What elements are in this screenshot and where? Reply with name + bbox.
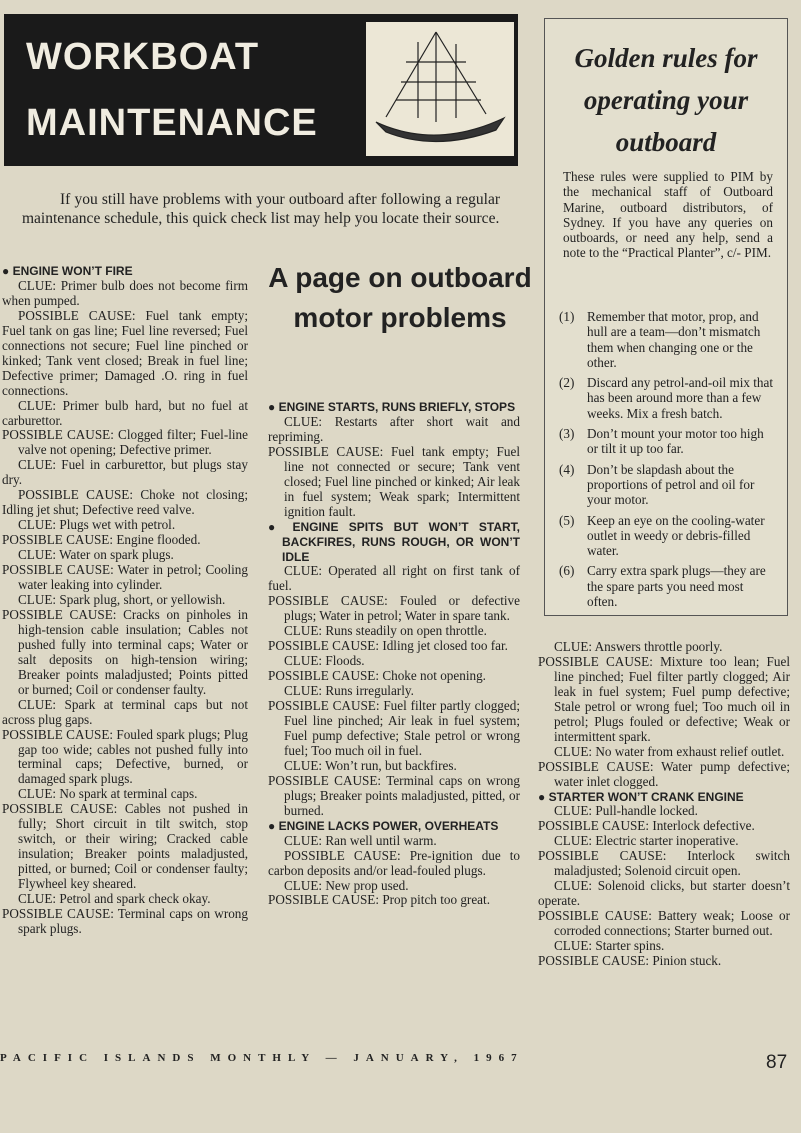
column-3	[538, 640, 790, 969]
rule-item	[559, 462, 775, 508]
paragraph: POSSIBLE CAUSE: Pinion stuck.	[538, 953, 722, 969]
paragraph: CLUE: Plugs wet with petrol.	[18, 517, 176, 533]
paragraph: POSSIBLE CAUSE: Battery weak; Loose or corroded connections; Starter burned out.	[538, 908, 790, 939]
paragraph: CLUE: Spark at terminal caps but not across plug gaps.	[2, 696, 248, 727]
paragraph: POSSIBLE CAUSE: Pre-ignition due to carbon deposits and/or lead-fouled plugs.	[268, 847, 520, 878]
title-line-2: MAINTENANCE	[26, 102, 318, 144]
paragraph: POSSIBLE CAUSE: Terminal caps on wrong spark plugs.	[2, 905, 248, 936]
paragraph: POSSIBLE CAUSE: Prop pitch too great.	[268, 892, 490, 908]
paragraph: CLUE: Fuel in carburettor, but plugs stay dry.	[2, 457, 248, 488]
paragraph: POSSIBLE CAUSE: Idling jet closed too far.	[268, 638, 508, 654]
paragraph: POSSIBLE CAUSE: Cracks on pinholes in high-tension cable insulation; Cables not pushed fully into terminal caps; Water or salt deposits on high-tension wiring; Breaker points maladjusted; Points pitted or burned; Coil or condenser faulty.	[2, 606, 248, 697]
paragraph: CLUE: Starter spins.	[554, 938, 665, 954]
paragraph: CLUE: Solenoid clicks, but starter doesn’t operate.	[538, 878, 790, 909]
column-1	[2, 264, 248, 937]
rule-text: Don’t be slapdash about the proportions of petrol and oil for your motor.	[587, 461, 755, 508]
column-2	[268, 400, 520, 908]
paragraph: POSSIBLE CAUSE: Fouled spark plugs; Plug gap too wide; cables not pushed fully into terminal caps; Defective, burned, or damaged spark plugs.	[2, 726, 248, 787]
rule-item	[559, 513, 775, 559]
paragraph: POSSIBLE CAUSE: Choke not closing; Idling jet shut; Defective reed valve.	[2, 487, 248, 518]
paragraph: CLUE: Spark plug, short, or yellowish.	[18, 591, 226, 607]
rule-item	[559, 309, 775, 370]
section-heading: ● ENGINE LACKS POWER, OVERHEATS	[268, 818, 499, 833]
paragraph: POSSIBLE CAUSE: Fouled or defective plugs; Water in petrol; Water in spare tank.	[268, 593, 520, 624]
paragraph: POSSIBLE CAUSE: Fuel tank empty; Fuel tank on gas line; Fuel line reversed; Fuel connections not secure; Fuel line pinched or kinked; Tank vent closed; Break in fuel line; Defective primer; Damaged .O. ring in fuel connections.	[2, 307, 248, 398]
rules-title: Golden rules for operating your outboard	[574, 43, 758, 157]
paragraph: POSSIBLE CAUSE: Fuel tank empty; Fuel line not connected or secure; Tank vent closed; Fuel line pinched or kinked; Air leak in fuel system; Weak spark; Intermittent ignition fault.	[268, 443, 520, 519]
headline: A page on outboard motor problems	[268, 262, 532, 333]
paragraph: CLUE: Floods.	[284, 653, 365, 669]
lead-paragraph: If you still have problems with your outboard after following a regular maintenance schedule, this quick check list may help you locate their source.	[22, 191, 500, 227]
paragraph: POSSIBLE CAUSE: Clogged filter; Fuel-line valve not opening; Defective primer.	[2, 427, 248, 458]
paragraph: POSSIBLE CAUSE: Interlock defective.	[538, 818, 755, 834]
paragraph: CLUE: Restarts after short wait and repriming.	[268, 413, 520, 444]
paragraph: POSSIBLE CAUSE: Engine flooded.	[2, 532, 201, 548]
rule-number: (2)	[559, 375, 575, 391]
paragraph: POSSIBLE CAUSE: Water pump defective; water inlet clogged.	[538, 758, 790, 789]
golden-rules-box	[544, 18, 788, 616]
paragraph: CLUE: No spark at terminal caps.	[18, 786, 198, 802]
rule-item	[559, 375, 775, 421]
paragraph: CLUE: Primer bulb hard, but no fuel at carburettor.	[2, 397, 248, 428]
rule-text: Discard any petrol-and-oil mix that has been around more than a few weeks. Mix a fresh batch.	[587, 375, 774, 421]
paragraph: POSSIBLE CAUSE: Terminal caps on wrong plugs; Breaker points maladjusted, pitted, or burned.	[268, 772, 520, 818]
title-line-1: WORKBOAT	[26, 36, 260, 78]
paragraph: CLUE: New prop used.	[284, 877, 409, 893]
footer-masthead: PACIFIC ISLANDS MONTHLY — JANUARY, 1967	[0, 1052, 524, 1064]
rule-text: Remember that motor, prop, and hull are a team—don’t mismatch them when changing one or the other.	[587, 309, 761, 370]
section-heading: ● ENGINE SPITS BUT WON’T START, BACKFIRES, RUNS ROUGH, OR WON’T IDLE	[268, 519, 520, 564]
section-heading: ● STARTER WON’T CRANK ENGINE	[538, 789, 744, 804]
paragraph: CLUE: Answers throttle poorly.	[554, 639, 723, 654]
rule-text: Don’t mount your motor too high or tilt it up too far.	[587, 426, 764, 457]
paragraph: CLUE: Operated all right on first tank of fuel.	[268, 563, 520, 594]
page-number: 87	[766, 1052, 788, 1073]
sailboat-illustration	[366, 22, 514, 156]
paragraph: CLUE: No water from exhaust relief outlet.	[554, 743, 785, 759]
paragraph: CLUE: Ran well until warm.	[284, 832, 437, 848]
rules-list	[559, 309, 775, 614]
rule-text: Keep an eye on the cooling-water outlet in weedy or debris-filled water.	[587, 512, 765, 559]
rule-number: (1)	[559, 309, 575, 324]
paragraph: CLUE: Runs irregularly.	[284, 683, 414, 699]
rule-number: (4)	[559, 461, 575, 477]
section-heading: ● ENGINE STARTS, RUNS BRIEFLY, STOPS	[268, 400, 516, 414]
paragraph: POSSIBLE CAUSE: Fuel filter partly clogged; Fuel line pinched; Air leak in fuel system; Fuel pump defective; Stale petrol or wrong fuel; Too much oil in fuel.	[268, 698, 520, 758]
paragraph: POSSIBLE CAUSE: Cables not pushed in fully; Short circuit in tilt switch, stop switch, or their wiring; Cracked cable insulation; Breaker points maladjusted, pitted, or burned; Coil or condenser faulty; Flywheel key sheared.	[2, 801, 248, 892]
paragraph: POSSIBLE CAUSE: Mixture too lean; Fuel line pinched; Fuel filter partly clogged; Air leak in fuel system; Fuel pump defective; Stale petrol or wrong fuel; Too much oil in petrol; Plugs fouled or defective; Weak or intermittent spark.	[538, 653, 790, 744]
rules-intro: These rules were supplied to PIM by the mechanical staff of Outboard Marine, outboard distributors, of Sydney. If you have any queries on outboards, or need any help, send a note to the “Practical Planter”, c/- PIM.	[563, 169, 773, 261]
section-heading: ● ENGINE WON’T FIRE	[2, 264, 133, 278]
paragraph: CLUE: Water on spark plugs.	[18, 547, 174, 563]
title-banner	[4, 14, 518, 166]
rule-number: (6)	[559, 563, 575, 579]
paragraph: CLUE: Primer bulb does not become firm when pumped.	[2, 277, 248, 308]
paragraph: CLUE: Runs steadily on open throttle.	[284, 623, 487, 639]
paragraph: CLUE: Won’t run, but backfires.	[284, 757, 457, 773]
sailboat-icon	[366, 22, 514, 156]
rule-item	[559, 563, 775, 609]
rule-number: (3)	[559, 426, 575, 442]
paragraph: POSSIBLE CAUSE: Interlock switch maladjusted; Solenoid circuit open.	[538, 848, 790, 879]
rule-item	[559, 426, 775, 457]
rule-text: Carry extra spark plugs—they are the spare parts you need most often.	[587, 563, 766, 610]
paragraph: POSSIBLE CAUSE: Water in petrol; Cooling water leaking into cylinder.	[2, 562, 248, 593]
paragraph: CLUE: Electric starter inoperative.	[554, 833, 739, 849]
paragraph: POSSIBLE CAUSE: Choke not opening.	[268, 668, 486, 684]
paragraph: CLUE: Petrol and spark check okay.	[18, 891, 211, 907]
rule-number: (5)	[559, 512, 575, 528]
paragraph: CLUE: Pull-handle locked.	[554, 803, 698, 819]
